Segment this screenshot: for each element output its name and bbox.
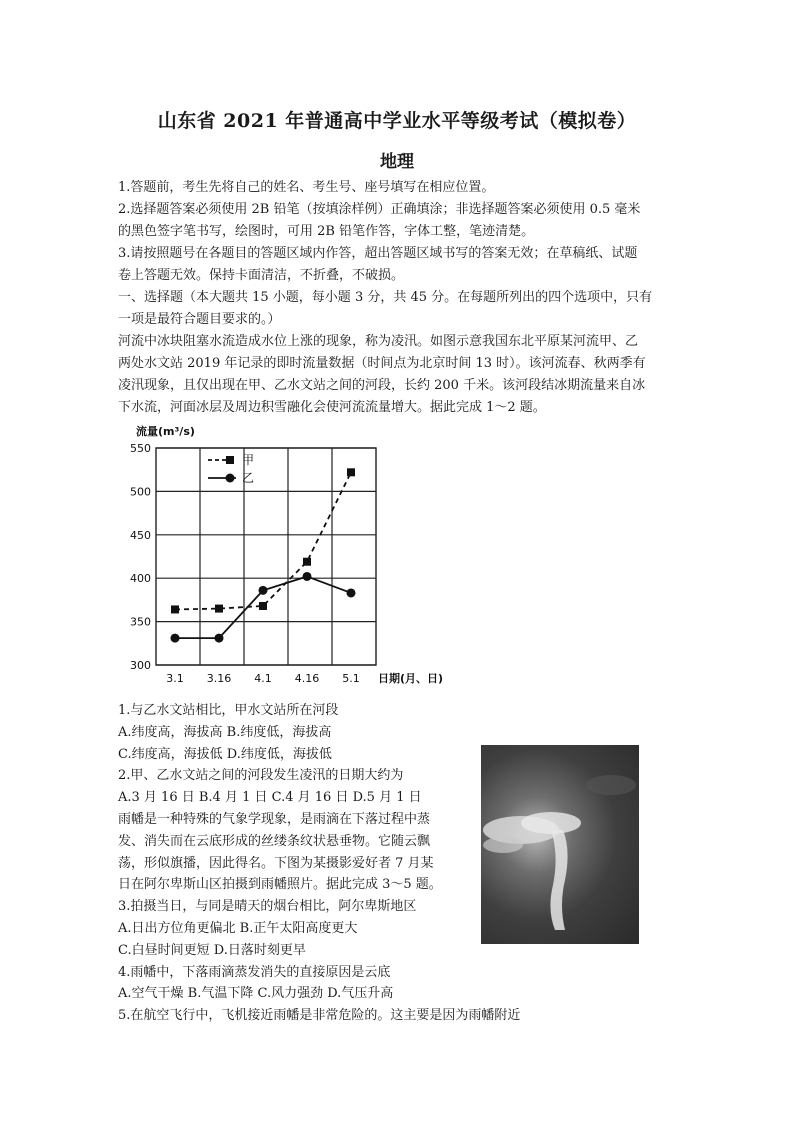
legend-label: 乙 (242, 471, 255, 485)
questions-section (118, 700, 521, 1027)
data-point-jia (303, 558, 311, 566)
question-options: C.纬度高，海拔低 D.纬度低，海拔低 (118, 746, 332, 762)
y-tick-label: 500 (130, 485, 151, 499)
data-point-yi (215, 634, 224, 643)
passage-line: 发、消失而在云底形成的丝缕条纹状悬垂物。它随云飘 (118, 833, 431, 849)
x-tick-label: 4.1 (254, 672, 272, 685)
question-stem: 2.甲、乙水文站之间的河段发生凌汛的日期大约为 (118, 768, 404, 784)
passage-line: 日在阿尔卑斯山区拍摄到雨幡照片。据此完成 3～5 题。 (118, 877, 442, 893)
instruction-line: 卷上答题无效。保持卡面清洁，不折叠，不破损。 (118, 268, 405, 283)
data-point-yi (171, 634, 180, 643)
y-axis-label: 流量(m³/s) (136, 425, 195, 438)
legend-marker (226, 474, 235, 483)
data-point-jia (215, 605, 223, 613)
exam-title: 山东省 2021 年普通高中学业水平等级考试（模拟卷） (157, 110, 637, 132)
y-tick-label: 450 (130, 528, 151, 542)
data-point-jia (347, 468, 355, 476)
y-tick-label: 300 (130, 659, 151, 672)
data-point-jia (259, 602, 267, 610)
flow-chart (118, 418, 458, 690)
x-tick-label: 3.1 (166, 672, 184, 685)
y-tick-label: 550 (130, 442, 151, 455)
question-options: A.空气干燥 B.气温下降 C.风力强劲 D.气压升高 (118, 986, 394, 1002)
question-options: C.白昼时间更短 D.日落时刻更早 (118, 942, 306, 958)
data-point-yi (303, 572, 312, 581)
question-options: A.3 月 16 日 B.4 月 1 日 C.4 月 16 日 D.5 月 1 日 (118, 790, 422, 806)
question-options: A.日出方位角更偏北 B.正午太阳高度更大 (118, 920, 358, 936)
question-stem: 4.雨幡中，下落雨滴蒸发消失的直接原因是云底 (118, 964, 391, 980)
question-stem: 3.拍摄当日，与同是晴天的烟台相比，阿尔卑斯地区 (118, 899, 417, 915)
question-options: A.纬度高，海拔高 B.纬度低，海拔高 (118, 724, 332, 740)
data-point-yi (347, 588, 356, 597)
passage-line: 凌汛现象，且仅出现在甲、乙水文站之间的河段，长约 200 千米。该河段结冰期流量来自冰 (118, 378, 646, 393)
instruction-line: 1.答题前，考生先将自己的姓名、考生号、座号填写在相应位置。 (118, 180, 495, 195)
subject-title: 地理 (380, 152, 414, 172)
x-tick-label: 3.16 (206, 672, 232, 685)
virga-photo (481, 745, 639, 944)
section-heading: 一、选择题（本大题共 15 小题，每小题 3 分，共 45 分。在每题所列出的四个选项中，只有 (118, 290, 653, 305)
data-point-yi (259, 586, 268, 595)
legend-label: 甲 (242, 453, 255, 467)
data-point-jia (171, 605, 179, 613)
question-stem: 1.与乙水文站相比，甲水文站所在河段 (118, 703, 339, 718)
question-stem: 5.在航空飞行中，飞机接近雨幡是非常危险的。这主要是因为雨幡附近 (118, 1008, 521, 1024)
passage-line: 河流中冰块阻塞水流造成水位上涨的现象，称为凌汛。如图示意我国东北平原某河流甲、乙 (118, 334, 639, 349)
instruction-line: 的黑色签字笔书写，绘图时，可用 2B 铅笔作答，字体工整，笔迹清楚。 (118, 224, 535, 239)
instruction-line: 2.选择题答案必须使用 2B 铅笔（按填涂样例）正确填涂；非选择题答案必须使用 0.5 毫米 (118, 202, 641, 217)
y-tick-label: 350 (130, 615, 151, 629)
passage-line: 两处水文站 2019 年记录的即时流量数据（时间点为北京时间 13 时）。该河流春、秋两季有 (118, 356, 646, 371)
passage-line: 荡，形似旗播，因此得名。下图为某摄影爱好者 7 月某 (118, 855, 434, 871)
passage-line: 下水流，河面冰层及周边积雪融化会使河流流量增大。据此完成 1～2 题。 (118, 400, 546, 415)
passage-line: 雨幡是一种特殊的气象学现象，是雨滴在下落过程中蒸 (118, 811, 431, 827)
section-heading: 一项是最符合题目要求的。） (118, 312, 281, 327)
y-tick-label: 400 (130, 572, 151, 586)
x-axis-label: 日期(月、日) (378, 672, 444, 685)
instructions-section (118, 177, 718, 419)
x-tick-label: 5.1 (342, 672, 360, 685)
x-tick-label: 4.16 (294, 672, 320, 685)
plot-frame (156, 448, 376, 665)
instruction-line: 3.请按照题号在各题目的答题区域内作答，超出答题区域书写的答案无效；在草稿纸、试题 (118, 246, 638, 261)
legend-marker (226, 456, 234, 464)
